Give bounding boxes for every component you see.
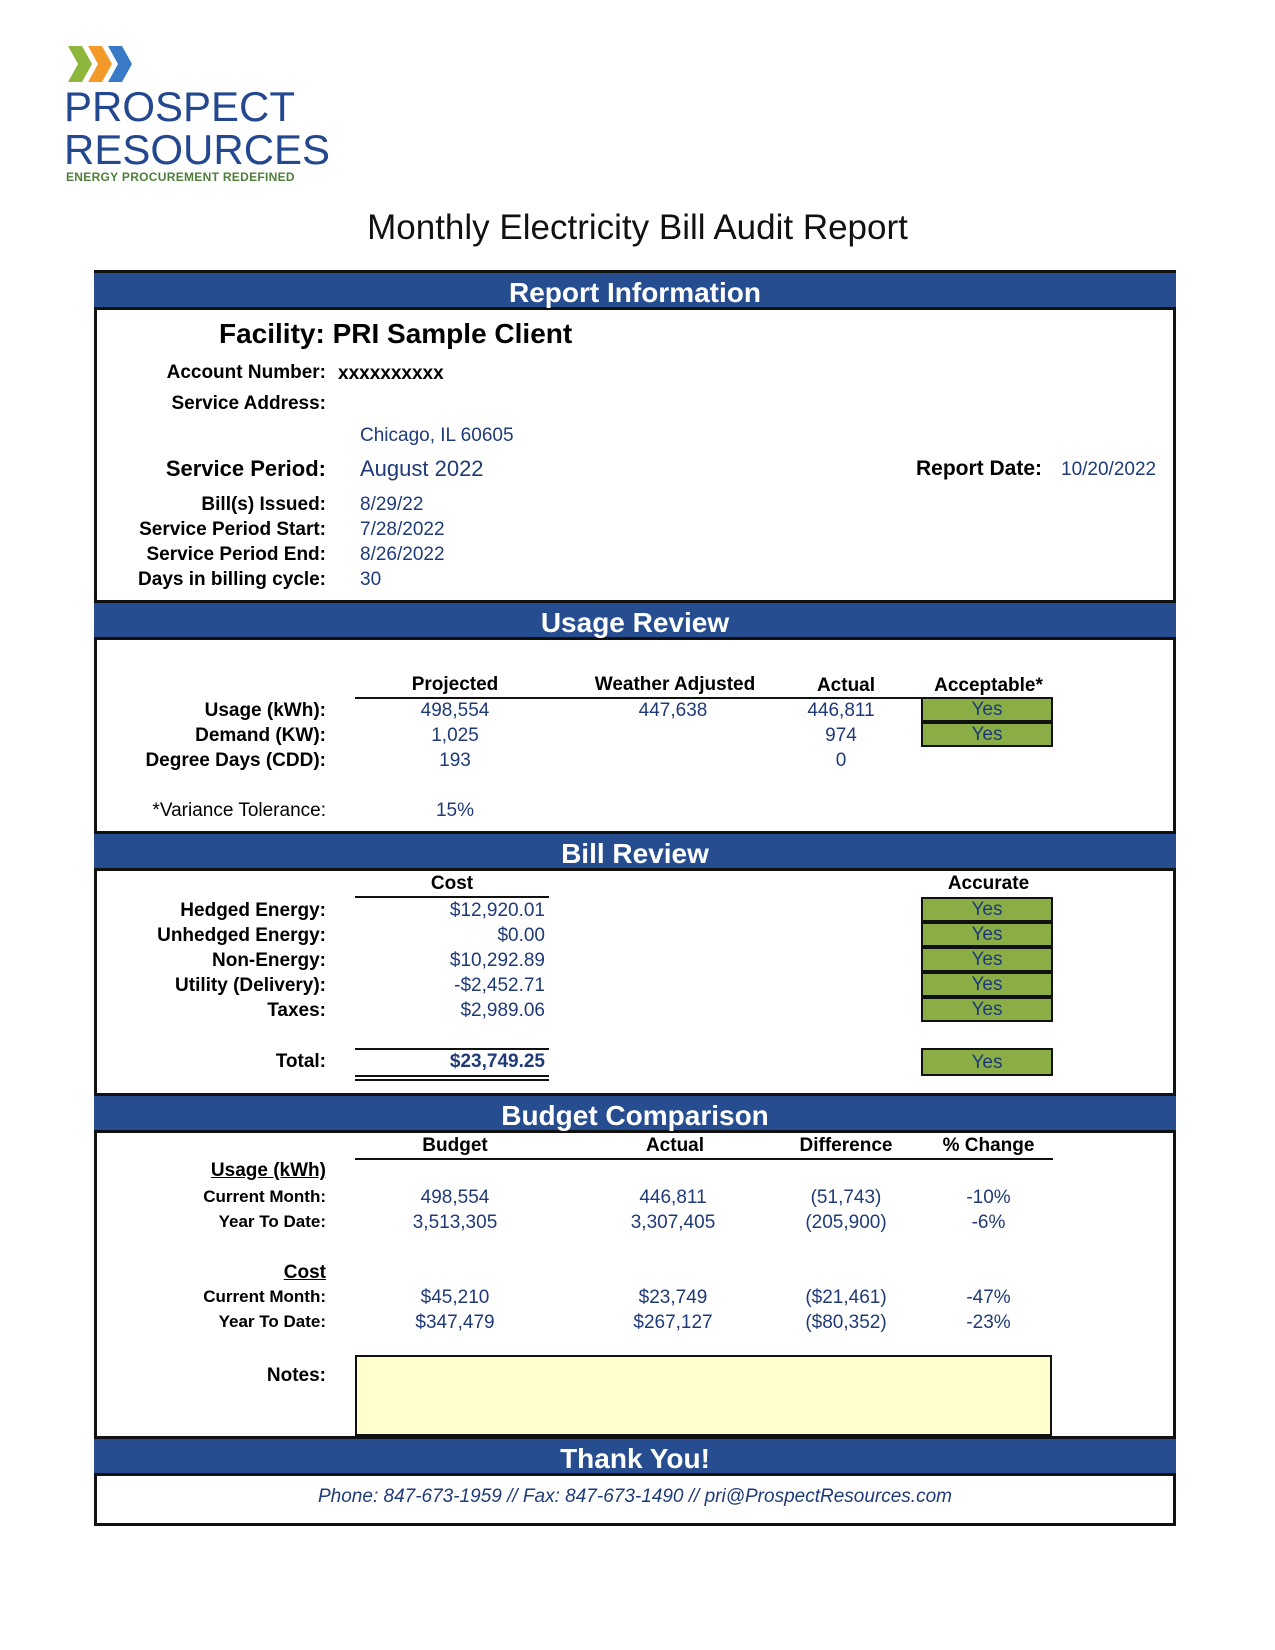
total-cost: $23,749.25 (449, 1051, 545, 1072)
service-period-label: Service Period: (165, 456, 326, 481)
unhedged-energy-label: Unhedged Energy: (157, 925, 326, 946)
report-date-value: 10/20/2022 (1061, 459, 1157, 480)
notes-field[interactable] (355, 1355, 1052, 1436)
taxes-label: Taxes: (267, 1000, 326, 1021)
service-address-label: Service Address: (171, 393, 326, 414)
usage-ytd-label: Year To Date: (218, 1212, 326, 1231)
usage-header-acceptable: Acceptable* (934, 675, 1043, 696)
usage-current-pct: -10% (966, 1187, 1011, 1208)
cost-ytd-actual: $267,127 (633, 1312, 713, 1333)
cost-current-actual: $23,749 (638, 1287, 708, 1308)
usage-acceptable-badge: Yes (921, 697, 1053, 722)
cost-current-budget: $45,210 (420, 1287, 490, 1308)
usage-ytd-diff: (205,900) (805, 1212, 887, 1233)
account-number-label: Account Number: (166, 362, 326, 383)
taxes-cost: $2,989.06 (460, 1000, 545, 1021)
section-thank-you: Thank You! (94, 1436, 1176, 1476)
account-number-value: xxxxxxxxxx (338, 363, 444, 384)
cost-current-month-label: Current Month: (203, 1287, 326, 1306)
usage-header-projected: Projected (411, 674, 499, 695)
unhedged-energy-cost: $0.00 (497, 925, 545, 946)
unhedged-energy-accurate: Yes (921, 922, 1053, 947)
tolerance-value: 15% (435, 800, 475, 821)
cost-ytd-diff: ($80,352) (805, 1312, 887, 1333)
bill-cost-rule (355, 896, 549, 898)
non-energy-cost: $10,292.89 (449, 950, 545, 971)
section-usage-review: Usage Review (94, 600, 1176, 640)
usage-row-weather: 447,638 (638, 700, 708, 721)
tolerance-label: *Variance Tolerance: (152, 800, 326, 821)
degree-days-actual: 0 (835, 750, 847, 771)
usage-current-budget: 498,554 (420, 1187, 490, 1208)
budget-header-pct-change: % Change (942, 1135, 1035, 1156)
section-bill-review: Bill Review (94, 831, 1176, 871)
cost-ytd-budget: $347,479 (415, 1312, 495, 1333)
usage-row-label: Usage (kWh): (204, 700, 326, 721)
utility-delivery-accurate: Yes (921, 972, 1053, 997)
demand-row-label: Demand (KW): (195, 725, 326, 746)
logo-tagline: ENERGY PROCUREMENT REDEFINED (66, 170, 295, 184)
cost-current-diff: ($21,461) (805, 1287, 887, 1308)
usage-current-month-label: Current Month: (203, 1187, 326, 1206)
report-date-label: Report Date: (916, 457, 1043, 480)
service-address-city: Chicago, IL 60605 (360, 425, 514, 446)
demand-row-projected: 1,025 (431, 725, 479, 746)
budget-header-budget: Budget (422, 1135, 488, 1156)
days-label: Days in billing cycle: (138, 569, 326, 590)
hedged-energy-accurate: Yes (921, 897, 1053, 922)
demand-row-actual: 974 (825, 725, 857, 746)
cost-current-pct: -47% (966, 1287, 1011, 1308)
period-start-label: Service Period Start: (139, 519, 326, 540)
total-accurate: Yes (921, 1048, 1053, 1076)
budget-header-rule (355, 1158, 1053, 1160)
usage-ytd-pct: -6% (971, 1212, 1006, 1233)
logo-line1: PROSPECT (64, 83, 296, 130)
logo-line2: RESOURCES (64, 126, 331, 173)
period-start-value: 7/28/2022 (360, 519, 445, 540)
utility-delivery-cost: -$2,452.71 (454, 975, 545, 996)
cost-ytd-label: Year To Date: (218, 1312, 326, 1331)
days-value: 30 (360, 569, 382, 590)
hedged-energy-label: Hedged Energy: (180, 900, 326, 921)
section-budget-comparison: Budget Comparison (94, 1093, 1176, 1133)
usage-row-projected: 498,554 (420, 700, 490, 721)
total-double-rule-1 (355, 1075, 549, 1077)
page-title: Monthly Electricity Bill Audit Report (367, 208, 908, 247)
bills-issued-label: Bill(s) Issued: (201, 494, 326, 515)
budget-header-actual: Actual (645, 1135, 705, 1156)
usage-header-actual: Actual (816, 675, 876, 696)
period-end-label: Service Period End: (146, 544, 326, 565)
cost-heading: Cost (283, 1262, 326, 1283)
hedged-energy-cost: $12,920.01 (449, 900, 545, 921)
usage-ytd-actual: 3,307,405 (630, 1212, 716, 1233)
bills-issued-value: 8/29/22 (360, 494, 424, 515)
total-top-rule (355, 1048, 549, 1050)
section-report-information: Report Information (94, 270, 1176, 310)
non-energy-accurate: Yes (921, 947, 1053, 972)
bill-header-accurate: Accurate (947, 873, 1030, 894)
demand-acceptable-badge: Yes (921, 722, 1053, 747)
usage-current-actual: 446,811 (639, 1187, 707, 1208)
usage-ytd-budget: 3,513,305 (412, 1212, 498, 1233)
budget-header-difference: Difference (799, 1135, 893, 1156)
total-label: Total: (275, 1051, 326, 1072)
degree-days-projected: 193 (439, 750, 471, 771)
facility-name: Facility: PRI Sample Client (219, 318, 573, 349)
bill-header-cost: Cost (430, 873, 474, 894)
usage-row-actual: 446,811 (807, 700, 875, 721)
usage-current-diff: (51,743) (810, 1187, 882, 1208)
total-double-rule-2 (355, 1079, 549, 1081)
non-energy-label: Non-Energy: (212, 950, 326, 971)
period-end-value: 8/26/2022 (360, 544, 445, 565)
contact-info: Phone: 847-673-1959 // Fax: 847-673-1490 // pri@ProspectResources.com (318, 1486, 952, 1507)
utility-delivery-label: Utility (Delivery): (175, 975, 326, 996)
service-period-value: August 2022 (360, 456, 484, 481)
usage-kwh-heading: Usage (kWh) (210, 1160, 326, 1181)
taxes-accurate: Yes (921, 997, 1053, 1022)
cost-ytd-pct: -23% (966, 1312, 1011, 1333)
degree-days-label: Degree Days (CDD): (145, 750, 326, 771)
usage-header-weather: Weather Adjusted (594, 674, 756, 695)
notes-label: Notes: (266, 1365, 326, 1386)
logo-chevrons-icon (68, 46, 136, 82)
